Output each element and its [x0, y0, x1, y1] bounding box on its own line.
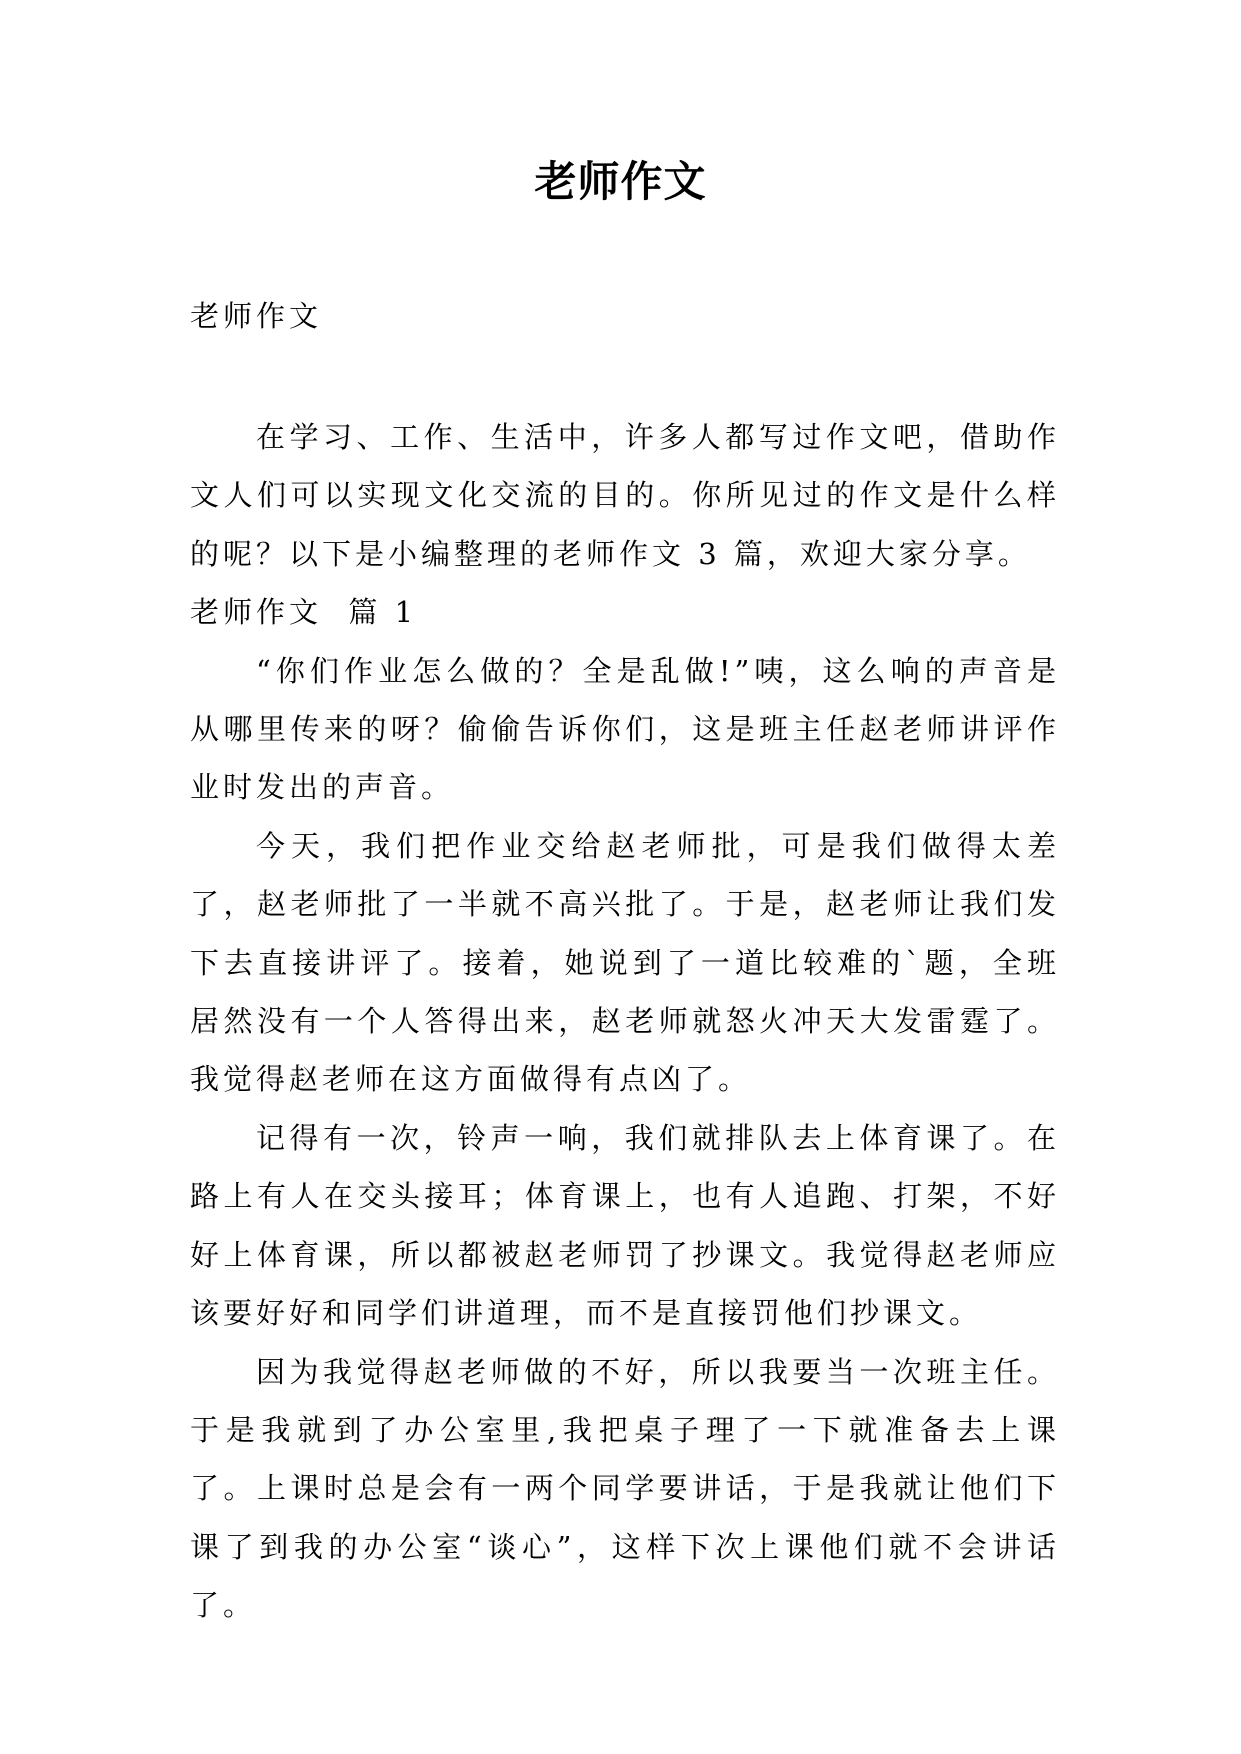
document-subtitle: 老师作文 — [190, 299, 323, 333]
body-paragraph: 因为我觉得赵老师做的不好，所以我要当一次班主任。于是我就到了办公室里,我把桌子理了一下就准备去上课了。上课时总是会有一两个同学要讲话，于是我就让他们下课了到我的办公室“谈心”，这样下次上课他们就不会讲话了。 — [190, 1354, 1060, 1623]
intro-paragraph: 在学习、工作、生活中，许多人都写过作文吧，借助作文人们可以实现文化交流的目的。你所见过的作文是什么样的呢？以下是小编整理的老师作文 3 篇，欢迎大家分享。 — [190, 420, 1060, 571]
body-paragraph: 记得有一次，铃声一响，我们就排队去上体育课了。在路上有人在交头接耳；体育课上，也有人追跑、打架，不好好上体育课，所以都被赵老师罚了抄课文。我觉得赵老师应该要好好和同学们讲道理，而不是直接罚他们抄课文。 — [190, 1120, 1060, 1331]
document-body — [190, 408, 1060, 1635]
body-paragraph: 今天，我们把作业交给赵老师批，可是我们做得太差了，赵老师批了一半就不高兴批了。于是，赵老师让我们发下去直接讲评了。接着，她说到了一道比较难的`题，全班居然没有一个人答得出来，赵老师就怒火冲天大发雷霆了。我觉得赵老师在这方面做得有点凶了。 — [190, 828, 1060, 1097]
document-title: 老师作文 — [534, 157, 707, 206]
section-heading: 老师作文 篇 1 — [190, 595, 418, 630]
body-paragraph: “你们作业怎么做的？全是乱做!”咦，这么响的声音是从哪里传来的呀？偷偷告诉你们，这是班主任赵老师讲评作业时发出的声音。 — [190, 653, 1060, 805]
